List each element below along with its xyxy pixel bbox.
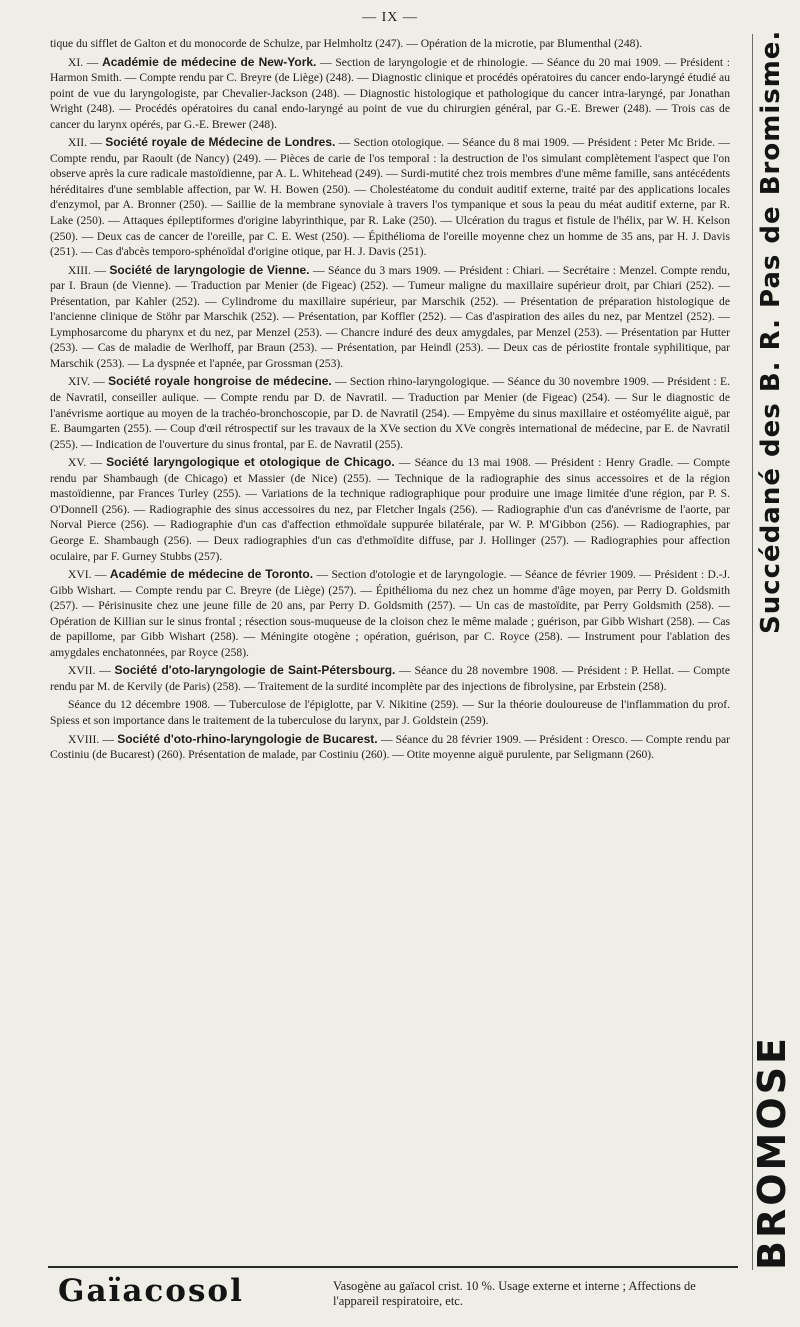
- section-title: Société royale hongroise de médecine.: [108, 374, 332, 389]
- section-paragraph: [50, 732, 730, 763]
- section-number: XIV. —: [68, 375, 105, 389]
- section-number: XVI. —: [68, 568, 107, 582]
- section-number: XI. —: [68, 55, 99, 69]
- section-title: Société d'oto-laryngologie de Saint-Pétersbourg.: [114, 663, 396, 678]
- bottom-advertisement: [48, 1273, 748, 1321]
- section-paragraph: [50, 135, 730, 259]
- section-number: XII. —: [68, 136, 102, 150]
- side-ad-product-text: BROMOSE: [750, 1035, 794, 1270]
- section-title: Société royale de Médecine de Londres.: [105, 135, 336, 150]
- section-paragraph: [50, 55, 730, 133]
- section-body: — Section otologique. — Séance du 8 mai 1909. — Président : Peter Mc Bride. — Compte rendu, par Raoult (de Nancy) (249). — Pièces de carie de l'os temporal : la destruction de l'os simulant complètement l'aspect que l'on observe après la cure radicale mastoïdienne, par A. L. Whitehead (249). — Surdi-mutité chez trois membres d'une même famille, sans antécédents héréditaires d'une semblable affection, par W. H. Bowen (250). — Cholestéatome du conduit auditif externe, traité par des applications locales d'enzymol, par A. Bronner (250). — Saillie de la membrane synoviale à travers l'os tympanique et sous la peau du méat auditif externe, par R. Lake (250). — Attaques épileptiformes d'origine labyrinthique, par R. Lake (250). — Ulcération du tragus et fistule de l'hélix, par W. H. Kelson (250). — Deux cas de cancer de l'oreille, par C. E. West (250). — Épithélioma de l'oreille moyenne chez un homme de 35 ans, par H. J. Davis (251). — Cas d'abcès temporo-sphénoïdal d'origine otique, par H. J. Davis (251).: [50, 136, 730, 259]
- side-advertisement: [746, 29, 798, 1270]
- section-body: — Section d'otologie et de laryngologie. — Séance de février 1909. — Président : D.-J. Gibb Wishart. — Compte rendu par C. Breyre (de Liège) (257). — Épithélioma du nez chez un homme d'âge moyen, par Perry D. Goldsmith (257). — Périsinusite chez une jeune fille de 20 ans, par Perry D. Goldsmith (257). — Un cas de mastoïdite, par Perry Goldsmith (258). — Opération de Killian sur le sinus frontal ; résection sous-muqueuse de la cloison chez le même malade ; guérison, par Gibb Wishart (258). — Cas de papillome, par Gibb Wishart (258). — Méningite otogène ; opération, guérison, par C. Royce (258). — Instrument pour l'ablation des amygdales enchatonnées, par Royce (258).: [50, 568, 730, 659]
- section-body: — Séance du 28 février 1909. — Président : Oresco. — Compte rendu par Costiniu (de Bucarest) (260). Présentation de malade, par Costiniu (260). — Otite moyenne aiguë purulente, par Seligmann (260).: [50, 732, 730, 762]
- bottom-ad-product-name: Gaïacosol: [58, 1273, 244, 1309]
- section-number: XIII. —: [68, 263, 106, 277]
- side-ad-product: [746, 640, 798, 1270]
- page-number: — IX —: [362, 10, 418, 25]
- section-title: Académie de médecine de Toronto.: [109, 567, 314, 582]
- side-ad-vendor-text: Succédané des B. R. Pas de Bromisme.: [756, 29, 786, 634]
- section-title: Société laryngologique et otologique de Chicago.: [106, 455, 395, 470]
- section-number: XVIII. —: [68, 732, 115, 746]
- section-paragraph: [50, 697, 730, 728]
- section-paragraph: [50, 374, 730, 452]
- bottom-ad-description: Vasogène au gaïacol crist. 10 %. Usage externe et interne ; Affections de l'appareil respiratoire, etc.: [333, 1279, 696, 1308]
- section-body: Séance du 12 décembre 1908. — Tuberculose de l'épiglotte, par V. Nikitine (259). — Sur la théorie douloureuse de l'inflammation du prof. Spiess et son importance dans le traitement de la tuberculose du larynx, par J. Goldstein (259).: [50, 698, 730, 727]
- section-title: Académie de médecine de New-York.: [102, 54, 317, 69]
- section-paragraph: [50, 455, 730, 564]
- section-number: XV. —: [68, 456, 102, 470]
- section-paragraph: [50, 263, 730, 372]
- section-body: — Séance du 28 novembre 1908. — Président : P. Hellat. — Compte rendu par M. de Kervily (de Paris) (258). — Traitement de la surdité incomplète par des injections de fibrolysine, par Erbstein (258).: [50, 664, 730, 693]
- bottom-divider: [48, 1266, 738, 1268]
- section-body: — Section rhino-laryngologique. — Séance du 30 novembre 1909. — Président : E. de Navratil, conseiller aulique. — Compte rendu par D. de Navratil. — Traduction par Menier (de Figeac) (254). — Sur le diagnostic de l'anévrisme aortique au moyen de la trachéo-bronchoscopie, par D. de Navratil (254). — Empyème du sinus maxillaire et ostéomyélite aiguë, par E. Baumgarten (255). — Coup d'œil rétrospectif sur les travaux de la XVe section du XVe congrès international de médecine, par E. de Navratil (255). — Indication de l'ouverture du sinus frontal, par E. de Navratil (255).: [50, 375, 730, 451]
- side-ad-vendor: [746, 29, 798, 634]
- section-body: — Section de laryngologie et de rhinologie. — Séance du 20 mai 1909. — Président : Harmon Smith. — Compte rendu par C. Breyre (de Liège) (248). — Diagnostic clinique et procédés opératoires du cancer endo-laryngé étudié au point de vue du laryngologiste, par Chevalier-Jackson (248). — Diagnostic histologique et pathologique du cancer intra-laryngé, par Jonathan Wright (248). — Procédés opératoires du canal endo-laryngé au point de vue du chirurgien général, par G.-E. Brewer (248). — Trois cas de cancer du larynx opérés, par G.-E. Brewer (248).: [50, 55, 730, 131]
- table-of-contents: [50, 36, 730, 1252]
- intro-paragraph: tique du sifflet de Galton et du monocorde de Schulze, par Helmholtz (247). — Opération de la microtie, par Blumenthal (248).: [50, 37, 643, 50]
- section-body: — Séance du 3 mars 1909. — Président : Chiari. — Secrétaire : Menzel. Compte rendu, par I. Braun (de Vienne). — Traduction par Menier (de Figeac) (252). — Tumeur maligne du maxillaire supérieur droit, par Chiari (252). — Présentation, par Kahler (252). — Cylindrome du maxillaire supérieur, par Marschik (252). — Présentation de préparation histologique de l'ancienne clinique de Stöhr par Marschik (252). — Présentation, par Koffler (252). — Cas d'aspiration des ailes du nez, par Mentzel (252). — Lymphosarcome du pharynx et du nez, par Menzel (253). — Chancre induré des deux amygdales, par Menzel (253). — Présentation par Hutter (253). — Cas de maladie de Werlhoff, par Braun (253). — Présentation, par Heindl (253). — Deux cas de périostite frontale syphilitique, par Marschik (253). — La dyspnée et l'apnée, par Grossman (253).: [50, 263, 730, 370]
- section-body: — Séance du 13 mai 1908. — Président : Henry Gradle. — Compte rendu par Shambaugh (de Chicago) et Massier (de Nice) (255). — Technique de la radiographie des sinus accessoires et de la région mastoïdienne, par Frances Turley (255). — Variations de la technique radiographique pour produire une image limitée d'une région, par P. S. O'Donnell (256). — Radiographie des sinus accessoires du nez, par Fletcher Ingals (256). — Radiographie d'un cas d'anévrisme de l'aorte, par Norval Pierce (256). — Radiographie d'un cas d'affection ethmoïdale suppurée bilatérale, par W. P. M'Gibbon (256). — Radiographies, par George E. Shambaugh (256). — Deux radiographies d'un cas d'ethmoïdite diffuse, par J. Hollinger (257). — Radiographies pour affection oculaire, par F. Gurney Stubbs (257).: [50, 456, 730, 563]
- section-paragraph: [50, 567, 730, 660]
- section-paragraph: [50, 663, 730, 694]
- section-number: XVII. —: [68, 664, 111, 678]
- section-title: Société de laryngologie de Vienne.: [109, 262, 310, 277]
- section-title: Société d'oto-rhino-laryngologie de Bucarest.: [117, 731, 378, 746]
